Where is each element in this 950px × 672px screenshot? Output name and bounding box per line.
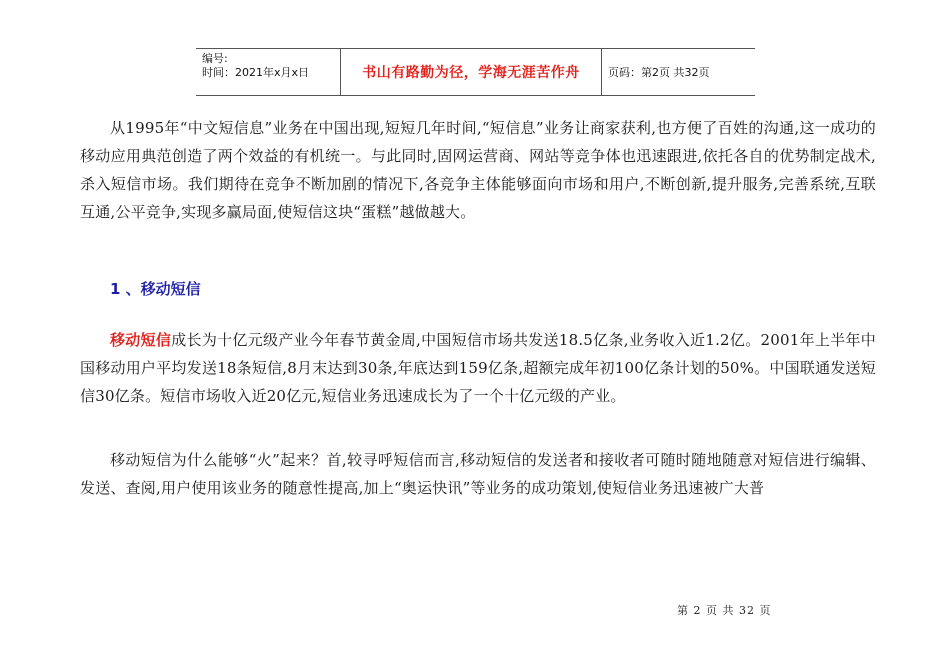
page-footer: 第 2 页 共 32 页 [677, 604, 772, 617]
document-number-label: 编号: [202, 52, 228, 65]
header-motto: 书山有路勤为径，学海无涯苦作舟 [362, 65, 580, 81]
header-info-cell [196, 49, 340, 95]
mobile-sms-paragraph-text: 成长为十亿元级产业今年春节黄金周,中国短信市场共发送18.5亿条,业务收入近1.2亿。2001年上半年中国移动用户平均发送18条短信,8月末达到30条,年底达到159亿条,超额完成年初100亿条计划的50%。中国联通发送短信30亿条。短信市场收入近20亿元,短信业务迅速成长为了一个十亿元级的产业。 [80, 331, 876, 405]
header-page-cell [602, 49, 755, 95]
intro-paragraph: 从1995年“中文短信息”业务在中国出现,短短几年时间,“短信息”业务让商家获利,也方便了百姓的沟通,这一成功的移动应用典范创造了两个效益的有机统一。与此同时,固网运营商、网站等竞争体也迅速跟进,依托各自的优势制定战术,杀入短信市场。我们期待在竞争不断加剧的情况下,各竞争主体能够面向市场和用户,不断创新,提升服务,完善系统,互联互通,公平竞争,实现多赢局面,使短信这块“蛋糕”越做越大。 [80, 119, 876, 221]
document-header-table [196, 48, 755, 96]
why-popular-paragraph: 移动短信为什么能够“火”起来？首,较寻呼短信而言,移动短信的发送者和接收者可随时随地随意对短信进行编辑、发送、查阅,用户使用该业务的随意性提高,加上“奥运快讯”等业务的成功策划,使短信业务迅速被广大普 [80, 451, 876, 497]
mobile-sms-paragraph [80, 326, 876, 410]
document-date-label: 时间：2021年x月x日 [202, 66, 310, 79]
header-page-label: 页码：第2页 共32页 [608, 66, 710, 79]
highlighted-keyword: 移动短信 [110, 331, 172, 349]
header-motto-cell [340, 49, 602, 95]
section-heading: 1 、移动短信 [110, 280, 201, 298]
